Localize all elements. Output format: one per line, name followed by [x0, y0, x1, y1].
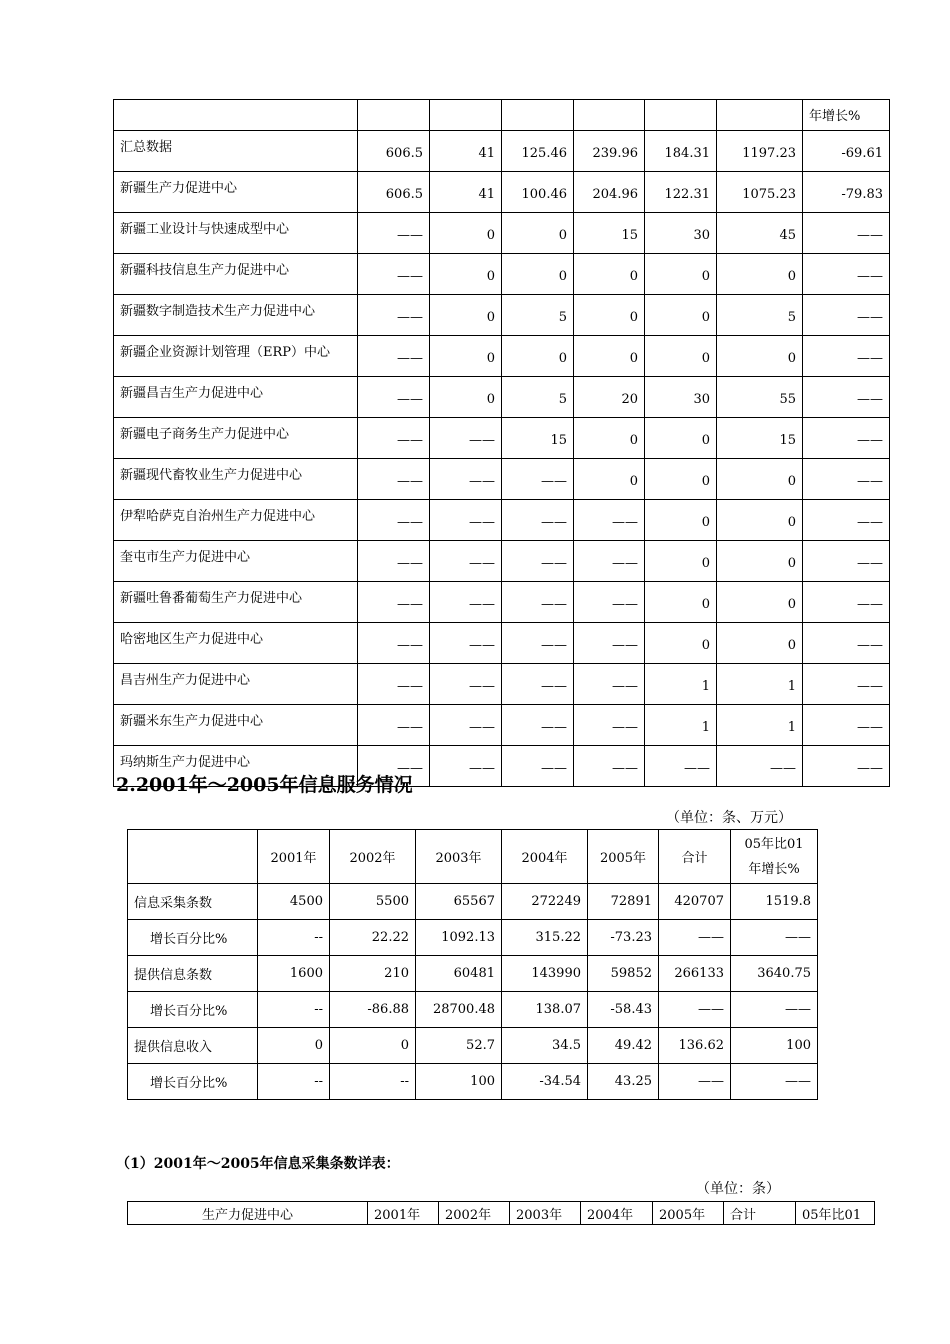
value-cell: —— [502, 541, 574, 582]
value-cell: -34.54 [502, 1064, 588, 1100]
value-cell: 0 [330, 1028, 416, 1064]
value-cell: 0 [645, 623, 717, 664]
value-cell: 420707 [659, 884, 731, 920]
value-cell: —— [358, 623, 430, 664]
value-cell: 0 [717, 582, 803, 623]
value-cell: —— [358, 582, 430, 623]
value-cell: 0 [502, 254, 574, 295]
header-line: 05年比01 [744, 836, 804, 852]
value-cell: -- [258, 1064, 330, 1100]
value-cell: 28700.48 [416, 992, 502, 1028]
value-cell: —— [803, 746, 890, 787]
value-cell: —— [803, 459, 890, 500]
table-row [114, 623, 890, 664]
value-cell: —— [803, 254, 890, 295]
value-cell: 1 [645, 705, 717, 746]
info-collection-detail-table [127, 1201, 875, 1225]
value-cell: —— [502, 582, 574, 623]
value-cell: 0 [502, 213, 574, 254]
header-cell-empty [502, 100, 574, 131]
value-cell: 100 [731, 1028, 818, 1064]
value-cell: 0 [430, 213, 502, 254]
value-cell: —— [358, 418, 430, 459]
value-cell: 65567 [416, 884, 502, 920]
unit-note: （单位：条、万元） [666, 810, 792, 826]
row-label: 汇总数据 [114, 131, 358, 172]
value-cell: —— [659, 1064, 731, 1100]
row-label: 新疆数字制造技术生产力促进中心 [114, 295, 358, 336]
value-cell: 125.46 [502, 131, 574, 172]
header-cell-empty [430, 100, 502, 131]
value-cell: 266133 [659, 956, 731, 992]
value-cell: —— [731, 992, 818, 1028]
header-cell: 2001年 [368, 1202, 439, 1225]
value-cell: —— [803, 705, 890, 746]
value-cell: 0 [430, 377, 502, 418]
value-cell: 100 [416, 1064, 502, 1100]
header-row [114, 100, 890, 131]
value-cell: 5 [717, 295, 803, 336]
value-cell: 41 [430, 131, 502, 172]
info-service-table [127, 829, 818, 1100]
row-label: 增长百分比% [128, 920, 258, 956]
value-cell: 239.96 [574, 131, 645, 172]
value-cell: —— [502, 746, 574, 787]
value-cell: 0 [258, 1028, 330, 1064]
value-cell: 4500 [258, 884, 330, 920]
header-line: 年增长% [748, 861, 800, 877]
value-cell: 15 [574, 213, 645, 254]
value-cell: 1197.23 [717, 131, 803, 172]
table-row [114, 459, 890, 500]
value-cell: 0 [645, 582, 717, 623]
value-cell: —— [574, 705, 645, 746]
value-cell: 0 [574, 295, 645, 336]
row-label: 提供信息条数 [128, 956, 258, 992]
value-cell: 72891 [588, 884, 659, 920]
value-cell: —— [430, 500, 502, 541]
value-cell: —— [659, 920, 731, 956]
value-cell: -58.43 [588, 992, 659, 1028]
value-cell: 0 [430, 336, 502, 377]
value-cell: —— [430, 459, 502, 500]
value-cell: 1075.23 [717, 172, 803, 213]
header-cell-growth [731, 830, 818, 884]
header-cell: 生产力促进中心 [128, 1202, 368, 1225]
row-label: 新疆吐鲁番葡萄生产力促进中心 [114, 582, 358, 623]
subsection-title: （1）2001年～2005年信息采集条数详表： [116, 1156, 400, 1172]
table-row [128, 920, 818, 956]
header-cell: 合计 [724, 1202, 796, 1225]
value-cell: —— [574, 664, 645, 705]
value-cell: —— [358, 664, 430, 705]
value-cell: 1092.13 [416, 920, 502, 956]
value-cell: -73.23 [588, 920, 659, 956]
value-cell: -- [330, 1064, 416, 1100]
header-row [128, 830, 818, 884]
value-cell: 55 [717, 377, 803, 418]
row-label: 新疆米东生产力促进中心 [114, 705, 358, 746]
value-cell: 0 [717, 541, 803, 582]
value-cell: 5 [502, 377, 574, 418]
value-cell: —— [430, 582, 502, 623]
table-row [128, 992, 818, 1028]
value-cell: —— [430, 541, 502, 582]
value-cell: -- [258, 992, 330, 1028]
row-label: 伊犁哈萨克自治州生产力促进中心 [114, 500, 358, 541]
value-cell: 272249 [502, 884, 588, 920]
value-cell: -86.88 [330, 992, 416, 1028]
row-label: 提供信息收入 [128, 1028, 258, 1064]
value-cell: 0 [717, 254, 803, 295]
value-cell: 0 [430, 295, 502, 336]
value-cell: 0 [645, 336, 717, 377]
value-cell: —— [803, 541, 890, 582]
value-cell: —— [502, 500, 574, 541]
value-cell: 0 [717, 500, 803, 541]
header-cell-growth: 年增长% [803, 100, 890, 131]
value-cell: 5 [502, 295, 574, 336]
row-label: 新疆昌吉生产力促进中心 [114, 377, 358, 418]
value-cell: —— [358, 254, 430, 295]
table-row [114, 336, 890, 377]
value-cell: —— [502, 664, 574, 705]
value-cell: —— [731, 1064, 818, 1100]
value-cell: 210 [330, 956, 416, 992]
table-row [114, 213, 890, 254]
value-cell: 1 [717, 705, 803, 746]
row-label: 昌吉州生产力促进中心 [114, 664, 358, 705]
value-cell: —— [803, 582, 890, 623]
value-cell: —— [803, 295, 890, 336]
value-cell: —— [502, 705, 574, 746]
value-cell: -- [258, 920, 330, 956]
value-cell: 30 [645, 377, 717, 418]
value-cell: 143990 [502, 956, 588, 992]
table-row [114, 705, 890, 746]
row-label: 奎屯市生产力促进中心 [114, 541, 358, 582]
header-cell: 05年比01 [796, 1202, 875, 1225]
row-label: 新疆企业资源计划管理（ERP）中心 [114, 336, 358, 377]
value-cell: 45 [717, 213, 803, 254]
value-cell: —— [803, 213, 890, 254]
value-cell: —— [358, 541, 430, 582]
value-cell: 52.7 [416, 1028, 502, 1064]
table-row [114, 664, 890, 705]
value-cell: 0 [717, 336, 803, 377]
value-cell: —— [430, 664, 502, 705]
table-row [128, 1028, 818, 1064]
value-cell: —— [430, 746, 502, 787]
value-cell: —— [574, 500, 645, 541]
value-cell: 606.5 [358, 172, 430, 213]
value-cell: 60481 [416, 956, 502, 992]
row-label: 新疆生产力促进中心 [114, 172, 358, 213]
table-row [114, 131, 890, 172]
value-cell: 100.46 [502, 172, 574, 213]
value-cell: —— [731, 920, 818, 956]
header-cell-empty [574, 100, 645, 131]
table-row [114, 500, 890, 541]
row-label: 哈密地区生产力促进中心 [114, 623, 358, 664]
value-cell: 0 [717, 459, 803, 500]
header-row [128, 1202, 875, 1225]
header-cell: 2003年 [416, 830, 502, 884]
value-cell: 136.62 [659, 1028, 731, 1064]
value-cell: —— [574, 746, 645, 787]
table-row [128, 884, 818, 920]
value-cell: 0 [645, 459, 717, 500]
table-row [114, 377, 890, 418]
value-cell: —— [358, 746, 430, 787]
value-cell: 49.42 [588, 1028, 659, 1064]
value-cell: —— [430, 418, 502, 459]
value-cell: 15 [502, 418, 574, 459]
value-cell: 1519.8 [731, 884, 818, 920]
table-row [128, 1064, 818, 1100]
value-cell: —— [502, 459, 574, 500]
value-cell: —— [574, 623, 645, 664]
row-label: 新疆工业设计与快速成型中心 [114, 213, 358, 254]
header-cell: 2003年 [510, 1202, 581, 1225]
header-cell-empty [717, 100, 803, 131]
value-cell: 20 [574, 377, 645, 418]
value-cell: 34.5 [502, 1028, 588, 1064]
value-cell: 0 [717, 623, 803, 664]
value-cell: 184.31 [645, 131, 717, 172]
header-cell: 2005年 [653, 1202, 724, 1225]
value-cell: —— [659, 992, 731, 1028]
header-cell-empty [358, 100, 430, 131]
value-cell: 0 [645, 295, 717, 336]
value-cell: 315.22 [502, 920, 588, 956]
value-cell: 204.96 [574, 172, 645, 213]
value-cell: 606.5 [358, 131, 430, 172]
header-cell: 2002年 [330, 830, 416, 884]
value-cell: 59852 [588, 956, 659, 992]
value-cell: 0 [645, 418, 717, 459]
value-cell: -69.61 [803, 131, 890, 172]
value-cell: 5500 [330, 884, 416, 920]
value-cell: —— [358, 500, 430, 541]
value-cell: 0 [430, 254, 502, 295]
value-cell: —— [574, 541, 645, 582]
value-cell: —— [803, 418, 890, 459]
value-cell: 0 [574, 336, 645, 377]
value-cell: —— [358, 459, 430, 500]
row-label: 玛纳斯生产力促进中心 [114, 746, 358, 787]
row-label: 新疆现代畜牧业生产力促进中心 [114, 459, 358, 500]
value-cell: —— [574, 582, 645, 623]
value-cell: —— [358, 377, 430, 418]
value-cell: 1 [645, 664, 717, 705]
value-cell: —— [358, 213, 430, 254]
value-cell: 0 [502, 336, 574, 377]
value-cell: —— [502, 623, 574, 664]
value-cell: 0 [645, 541, 717, 582]
value-cell: 0 [645, 500, 717, 541]
table-row [114, 172, 890, 213]
section-title: 2.2001年～2005年信息服务情况 [116, 774, 413, 796]
header-cell-empty [645, 100, 717, 131]
value-cell: 43.25 [588, 1064, 659, 1100]
value-cell: —— [803, 664, 890, 705]
value-cell: —— [803, 377, 890, 418]
value-cell: —— [803, 623, 890, 664]
value-cell: 15 [717, 418, 803, 459]
header-cell: 合计 [659, 830, 731, 884]
header-cell-empty [128, 830, 258, 884]
value-cell: 22.22 [330, 920, 416, 956]
header-cell: 2001年 [258, 830, 330, 884]
header-cell: 2004年 [581, 1202, 653, 1225]
value-cell: —— [430, 623, 502, 664]
value-cell: 1600 [258, 956, 330, 992]
value-cell: 30 [645, 213, 717, 254]
value-cell: 41 [430, 172, 502, 213]
table-row [114, 582, 890, 623]
value-cell: -79.83 [803, 172, 890, 213]
value-cell: 138.07 [502, 992, 588, 1028]
value-cell: 1 [717, 664, 803, 705]
value-cell: 0 [574, 459, 645, 500]
value-cell: 0 [574, 254, 645, 295]
value-cell: 0 [645, 254, 717, 295]
table-row [114, 541, 890, 582]
row-label: 新疆科技信息生产力促进中心 [114, 254, 358, 295]
value-cell: —— [430, 705, 502, 746]
header-cell-empty [114, 100, 358, 131]
value-cell: 3640.75 [731, 956, 818, 992]
row-label: 信息采集条数 [128, 884, 258, 920]
table-row [114, 418, 890, 459]
value-cell: —— [358, 295, 430, 336]
header-cell: 2004年 [502, 830, 588, 884]
productivity-centers-table [113, 99, 890, 787]
table-row [114, 254, 890, 295]
row-label: 增长百分比% [128, 1064, 258, 1100]
value-cell: 122.31 [645, 172, 717, 213]
table-row [114, 295, 890, 336]
table-row [128, 956, 818, 992]
unit-note: （单位：条） [696, 1181, 780, 1197]
value-cell: —— [803, 336, 890, 377]
value-cell: —— [358, 336, 430, 377]
value-cell: —— [358, 705, 430, 746]
value-cell: —— [803, 500, 890, 541]
row-label: 新疆电子商务生产力促进中心 [114, 418, 358, 459]
value-cell: —— [645, 746, 717, 787]
header-cell: 2005年 [588, 830, 659, 884]
row-label: 增长百分比% [128, 992, 258, 1028]
value-cell: 0 [574, 418, 645, 459]
header-cell: 2002年 [439, 1202, 510, 1225]
value-cell: —— [717, 746, 803, 787]
